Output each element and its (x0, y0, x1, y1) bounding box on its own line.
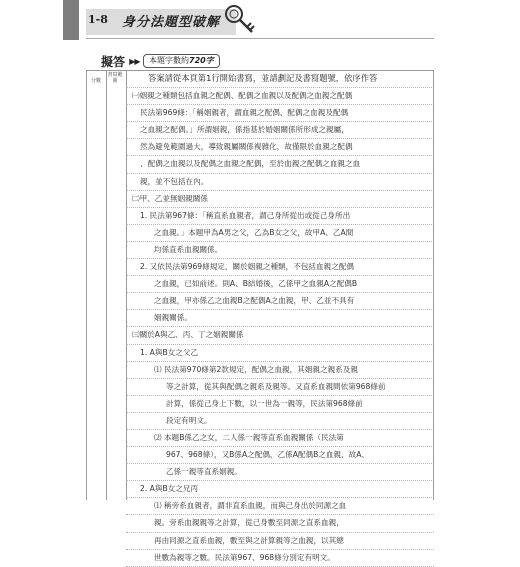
review-column (106, 71, 127, 500)
answer-line (126, 430, 434, 447)
answer-line (126, 396, 434, 413)
answer-line (126, 481, 434, 498)
answer-line (126, 447, 434, 464)
answer-line-text: ㈢關於A與乙、丙、丁之姻親關係 (132, 330, 244, 340)
answer-line (126, 276, 434, 293)
answer-line-text: 答案請從本頁第1行開始書寫，並請劃記及書寫題號，依序作答 (148, 73, 378, 83)
answer-line (126, 362, 434, 379)
answer-line (126, 139, 434, 156)
answer-line-text: ㈡甲、乙並無姻親關係 (132, 193, 208, 203)
answer-line-text: ⑵ 本題B係乙之女，二人係一親等直系血親關係（民法第 (154, 432, 344, 442)
answer-line (126, 105, 434, 122)
answer-line-text: 乙係一親等直系姻親。 (166, 467, 242, 477)
review-column-header: 書寫範圍 (107, 72, 123, 84)
answer-line-text: 民法第969條：「稱姻親者，謂血親之配偶、配偶之血親及配偶 (140, 108, 349, 118)
answer-line (126, 515, 434, 532)
answer-line (126, 413, 434, 430)
answer-line-text: 再由同源之直系血親，數至與之計算親等之血親，以其總 (154, 535, 344, 545)
answer-line-text: 親，並不包括在內。 (140, 176, 209, 186)
answer-line-text: 然為避免範圍過大，導致親屬關係複雜化，故僅限於血親之配偶 (140, 142, 353, 152)
answer-line (126, 345, 434, 362)
answer-line-text: ⑴ 民法第970條第2款規定，配偶之血親，其姻親之親系及親 (154, 364, 358, 374)
answer-line (126, 379, 434, 396)
answer-line-text: 2. 又依民法第969條規定，關於姻親之種類，不包括血親之配偶 (140, 262, 354, 272)
answer-line (126, 88, 434, 105)
answer-line-text: 均係直系血親關係。 (154, 244, 223, 254)
answer-line (126, 242, 434, 259)
page-number: 1-8 (88, 13, 108, 26)
answer-lines (126, 71, 434, 567)
answer-line-text: 2. A與B女之兄丙 (140, 484, 199, 494)
answer-line-text: 之血親，甲亦係乙之血親B之配偶A之血親，甲、乙並不具有 (154, 296, 355, 306)
word-count-box (143, 54, 220, 68)
answer-line (126, 174, 434, 191)
header-rule (86, 38, 434, 39)
answer-line-text: 計算，係從己身上下數，以一世為一親等，民法第968條前 (166, 398, 363, 408)
answer-line (126, 191, 434, 208)
answer-line-text: 世數為親等之數。民法第967、968條分別定有明文。 (154, 552, 335, 562)
answer-line (126, 550, 434, 567)
answer-line (126, 225, 434, 242)
answer-instruction-line (126, 71, 434, 88)
answer-line-text: 等之計算，從其與配偶之親系及親等。又直系血親間依第968條前 (166, 381, 386, 391)
chapter-tab (63, 0, 79, 40)
answer-line (126, 156, 434, 173)
answer-line (126, 293, 434, 310)
answer-line (126, 464, 434, 481)
answer-line-text: 、配偶之血親以及配偶之血親之配偶，至於血親之配偶之血親之血 (140, 159, 361, 169)
answer-line-text: 之血親之配偶。」所謂姻親，係指基於婚姻關係所形成之親屬， (140, 125, 349, 135)
answer-line-text: 段定有明文。 (166, 415, 212, 425)
answer-line (126, 259, 434, 276)
answer-line-text: 之血親，已如前述。則A、B結婚後，乙係甲之血親A之配偶B (154, 279, 358, 289)
answer-line (126, 498, 434, 515)
answer-line (126, 533, 434, 550)
answer-line-text: 967、968條），又B係A之配偶，乙係A配偶B之血親，故A、 (166, 450, 370, 460)
score-column-header: 分數 (91, 78, 102, 84)
answer-line (126, 208, 434, 225)
answer-line-text: 親。旁系血親親等之計算，從己身數至同源之直系血親， (154, 518, 344, 528)
answer-line-text: 1. A與B女之父乙 (140, 347, 199, 357)
running-title: 身分法題型破解 (122, 15, 221, 30)
answer-line-text: 1. 民法第967條：「稱直系血親者，謂己身所從出或從己身所出 (140, 210, 351, 220)
answer-line-text: ⑴ 稱旁系血親者，謂非直系血親，而與己身出於同源之血 (154, 501, 347, 511)
word-count-value: 720字 (189, 56, 214, 65)
answer-line (126, 327, 434, 344)
magnifier-key-icon (222, 2, 256, 36)
section-label-text: 擬答 (101, 55, 126, 69)
answer-line-text: 姻親關係。 (154, 313, 192, 323)
answer-line (126, 122, 434, 139)
word-count-note: 本題字數約 (149, 56, 189, 65)
triangle-arrows-icon: ▶▶ (129, 56, 140, 66)
answer-line-text: ㈠姻親之種類包括血親之配偶、配偶之血親以及配偶之血親之配偶 (132, 91, 353, 101)
score-column (87, 71, 107, 500)
section-label (101, 53, 140, 70)
answer-line (126, 310, 434, 327)
answer-line-text: 之血親。」本題甲為A男之父，乙為B女之父，故甲A、乙A間 (154, 227, 354, 237)
